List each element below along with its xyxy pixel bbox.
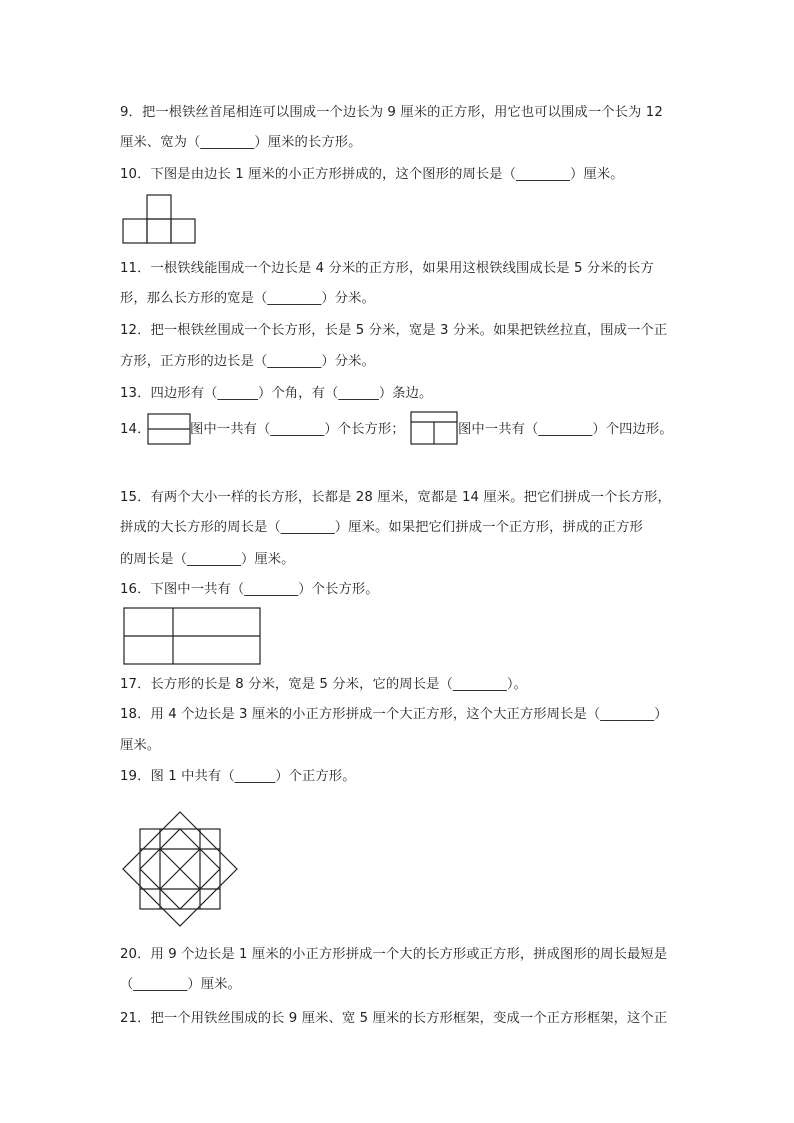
q16-line1: 16．下图中一共有（________）个长方形。 xyxy=(120,582,379,597)
q14-part2: 图中一共有（________）个四边形。 xyxy=(458,422,673,437)
q19-line1: 19．图 1 中共有（______）个正方形。 xyxy=(120,769,356,784)
q20-line2: （________）厘米。 xyxy=(120,977,241,992)
q12-line1: 12．把一根铁丝围成一个长方形，长是 5 分米，宽是 3 分米。如果把铁丝拉直，围成一个正 xyxy=(120,323,668,338)
q18-line1: 18．用 4 个边长是 3 厘米的小正方形拼成一个大正方形，这个大正方形周长是（________） xyxy=(120,707,668,722)
q18-line2: 厘米。 xyxy=(120,738,161,753)
q19-figure xyxy=(121,810,239,928)
q14-figure-b xyxy=(410,411,458,445)
q13-line1: 13．四边形有（______）个角，有（______）条边。 xyxy=(120,386,433,401)
q14-prefix: 14． xyxy=(120,422,151,437)
q12-line2: 方形，正方形的边长是（________）分米。 xyxy=(120,354,375,369)
q16-figure xyxy=(123,607,261,665)
q15-line1: 15．有两个大小一样的长方形，长都是 28 厘米，宽都是 14 厘米。把它们拼成一个长方形， xyxy=(120,490,671,505)
q14-part1: 图中一共有（________）个长方形； xyxy=(190,422,405,437)
q11-line2: 形，那么长方形的宽是（________）分米。 xyxy=(120,291,375,306)
q20-line1: 20．用 9 个边长是 1 厘米的小正方形拼成一个大的长方形或正方形，拼成图形的周长最短是 xyxy=(120,947,668,962)
q11-line1: 11．一根铁线能围成一个边长是 4 分米的正方形，如果用这根铁线围成长是 5 分米的长方 xyxy=(120,261,654,276)
q9-line1: 9．把一根铁丝首尾相连可以围成一个边长为 9 厘米的正方形，用它也可以围成一个长为 12 xyxy=(120,105,663,120)
q21-line1: 21．把一个用铁丝围成的长 9 厘米、宽 5 厘米的长方形框架，变成一个正方形框架，这个正 xyxy=(120,1011,668,1026)
q10-line1: 10．下图是由边长 1 厘米的小正方形拼成的，这个图形的周长是（________）厘米。 xyxy=(120,167,624,182)
q15-line2: 拼成的大长方形的周长是（________）厘米。如果把它们拼成一个正方形，拼成的正方形 xyxy=(120,520,643,535)
q15-line3: 的周长是（________）厘米。 xyxy=(120,552,295,567)
q10-figure xyxy=(122,193,196,245)
q17-line1: 17．长方形的长是 8 分米，宽是 5 分米，它的周长是（________）。 xyxy=(120,677,528,692)
q14-figure-a xyxy=(147,413,191,445)
q9-line2: 厘米、宽为（________）厘米的长方形。 xyxy=(120,135,362,150)
